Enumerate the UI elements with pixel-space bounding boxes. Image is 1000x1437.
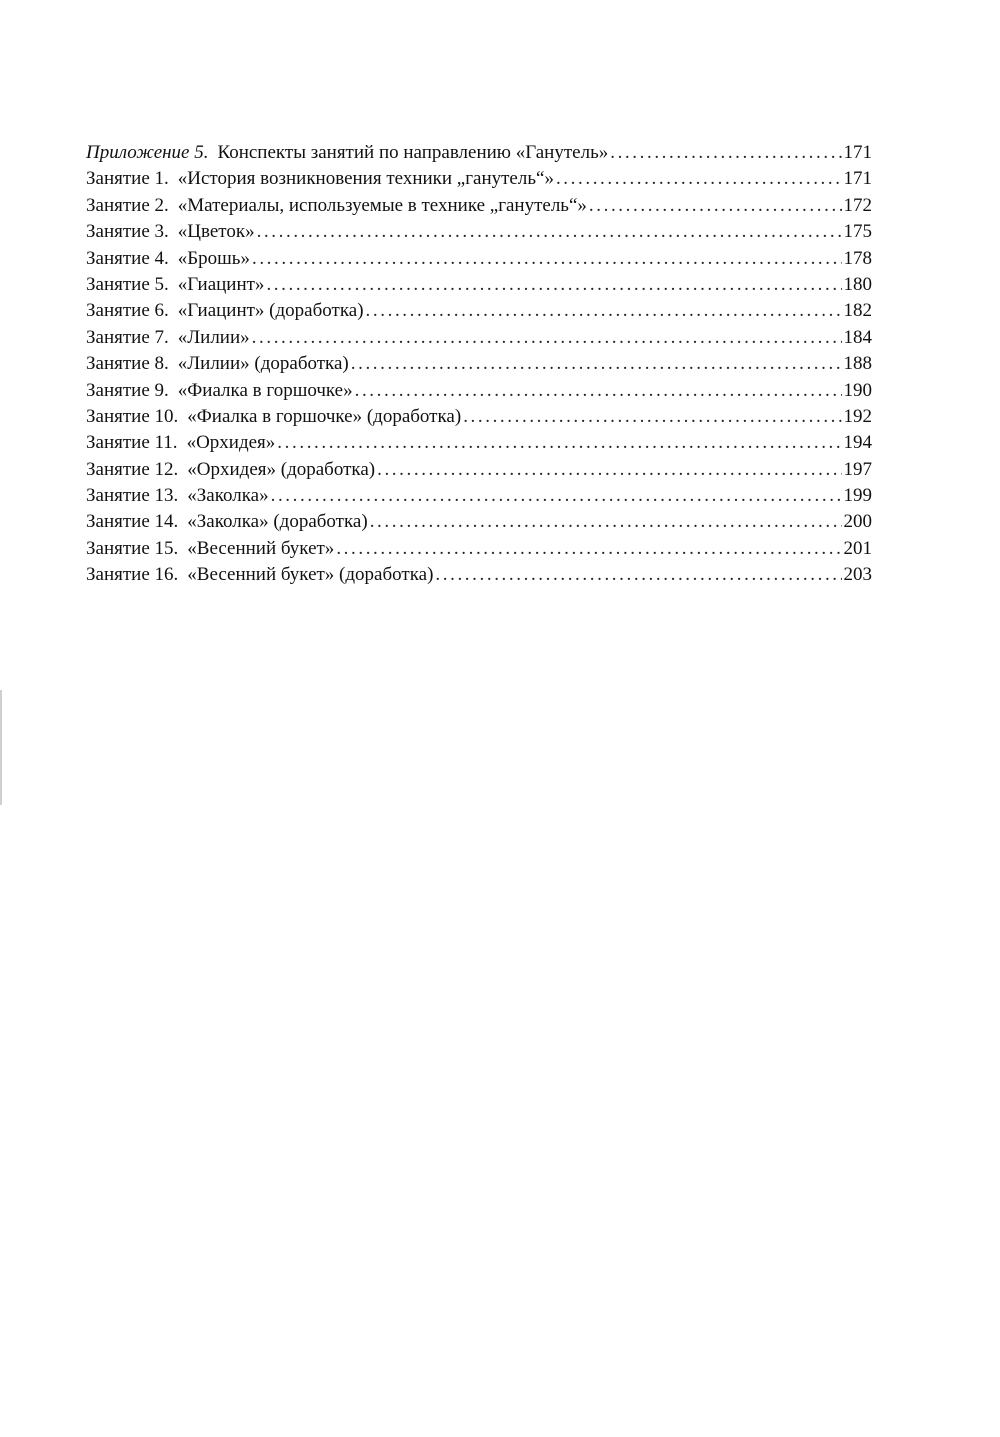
toc-entry-page: 199 [843,485,872,507]
toc-entry-lesson-13 [86,483,872,509]
toc-entry-lead: Занятие 2. [86,194,169,216]
toc-entry-lead: Занятие 14. [86,511,179,533]
toc-entry-lesson-11 [86,430,872,456]
toc-entry-lead: Занятие 6. [86,300,169,322]
toc-entry-page: 190 [843,379,872,401]
toc-leader-dots [556,166,842,192]
toc-leader-dots [266,272,841,298]
toc-entry-title: «Фиалка в горшочке» (доработка) [187,405,462,427]
toc-entry-title: «Орхидея» (доработка) [187,458,376,480]
toc-entry-appendix-5 [86,140,872,166]
toc-leader-dots [351,351,842,377]
toc-entry-lead: Занятие 3. [86,221,169,243]
toc-leader-dots [336,536,841,562]
toc-entry-title: «Цветок» [177,221,255,243]
toc-entry-lead: Занятие 8. [86,353,169,375]
toc-leader-dots [257,219,842,245]
toc-entry-title: «Лилии» [177,326,250,348]
toc-entry-title: «Материалы, используемые в технике „ганутель“» [177,194,587,216]
toc-entry-lesson-4 [86,246,872,272]
toc-entry-page: 197 [843,458,872,480]
toc-entry-lesson-3 [86,219,872,245]
toc-entry-lesson-16 [86,562,872,588]
toc-entry-page: 200 [843,511,872,533]
toc-leader-dots [610,140,841,166]
toc-entry-lesson-9 [86,378,872,404]
toc-entry-lesson-1 [86,166,872,192]
toc-entry-title: «Лилии» (доработка) [177,353,349,375]
toc-entry-lead: Занятие 15. [86,537,179,559]
toc-entry-lead: Занятие 16. [86,564,179,586]
toc-entry-page: 201 [843,537,872,559]
toc-leader-dots [355,378,842,404]
toc-entry-title: «Весенний букет» [187,537,335,559]
toc-entry-title: «Гиацинт» [177,273,265,295]
toc-entry-title: «Заколка» (доработка) [187,511,368,533]
toc-entry-lesson-7 [86,325,872,351]
toc-entry-lead: Занятие 11. [86,432,178,454]
toc-entry-lesson-2 [86,193,872,219]
toc-entry-title: «Заколка» [187,485,269,507]
toc-entry-page: 203 [843,564,872,586]
toc-leader-dots [377,457,841,483]
toc-entry-page: 180 [843,273,872,295]
toc-entry-page: 182 [843,300,872,322]
toc-entry-lesson-10 [86,404,872,430]
toc-leader-dots [370,509,842,535]
toc-entry-page: 194 [843,432,872,454]
toc-entry-lead: Занятие 13. [86,485,179,507]
toc-entry-title: «Орхидея» [186,432,276,454]
toc-leader-dots [589,193,842,219]
toc-leader-dots [252,325,842,351]
toc-entry-title: «Брошь» [177,247,250,269]
toc-entry-page: 178 [843,247,872,269]
toc-entry-lesson-8 [86,351,872,377]
toc-entry-lead: Занятие 10. [86,405,179,427]
toc-entry-title: Конспекты занятий по направлению «Ганутель» [217,142,609,163]
toc-entry-page: 175 [843,221,872,243]
scan-edge-shadow [0,690,2,805]
toc-entry-title: «История возникновения техники „ганутель“» [177,168,554,190]
toc-leader-dots [435,562,841,588]
toc-entry-lead: Занятие 4. [86,247,169,269]
toc-entry-title: «Фиалка в горшочке» [177,379,353,401]
toc-leader-dots [252,246,842,272]
toc-entry-page: 184 [843,326,872,348]
table-of-contents [86,140,872,589]
toc-entry-lead: Занятие 1. [86,168,169,190]
toc-leader-dots [366,298,842,324]
toc-entry-lesson-15 [86,536,872,562]
toc-leader-dots [463,404,841,430]
toc-entry-lead: Приложение 5. [86,142,209,163]
toc-entry-lesson-5 [86,272,872,298]
toc-leader-dots [277,430,841,456]
toc-entry-page: 171 [843,168,872,190]
toc-leader-dots [271,483,842,509]
toc-entry-title: «Весенний букет» (доработка) [187,564,434,586]
toc-entry-lesson-14 [86,509,872,535]
toc-entry-page: 171 [843,142,872,163]
toc-entry-page: 188 [843,353,872,375]
toc-entry-lesson-6 [86,298,872,324]
toc-entry-lead: Занятие 7. [86,326,169,348]
toc-entry-page: 192 [843,405,872,427]
toc-entry-title: «Гиацинт» (доработка) [177,300,364,322]
toc-entry-lesson-12 [86,457,872,483]
toc-entry-lead: Занятие 9. [86,379,169,401]
toc-entry-page: 172 [843,194,872,216]
toc-entry-lead: Занятие 12. [86,458,179,480]
toc-entry-lead: Занятие 5. [86,273,169,295]
